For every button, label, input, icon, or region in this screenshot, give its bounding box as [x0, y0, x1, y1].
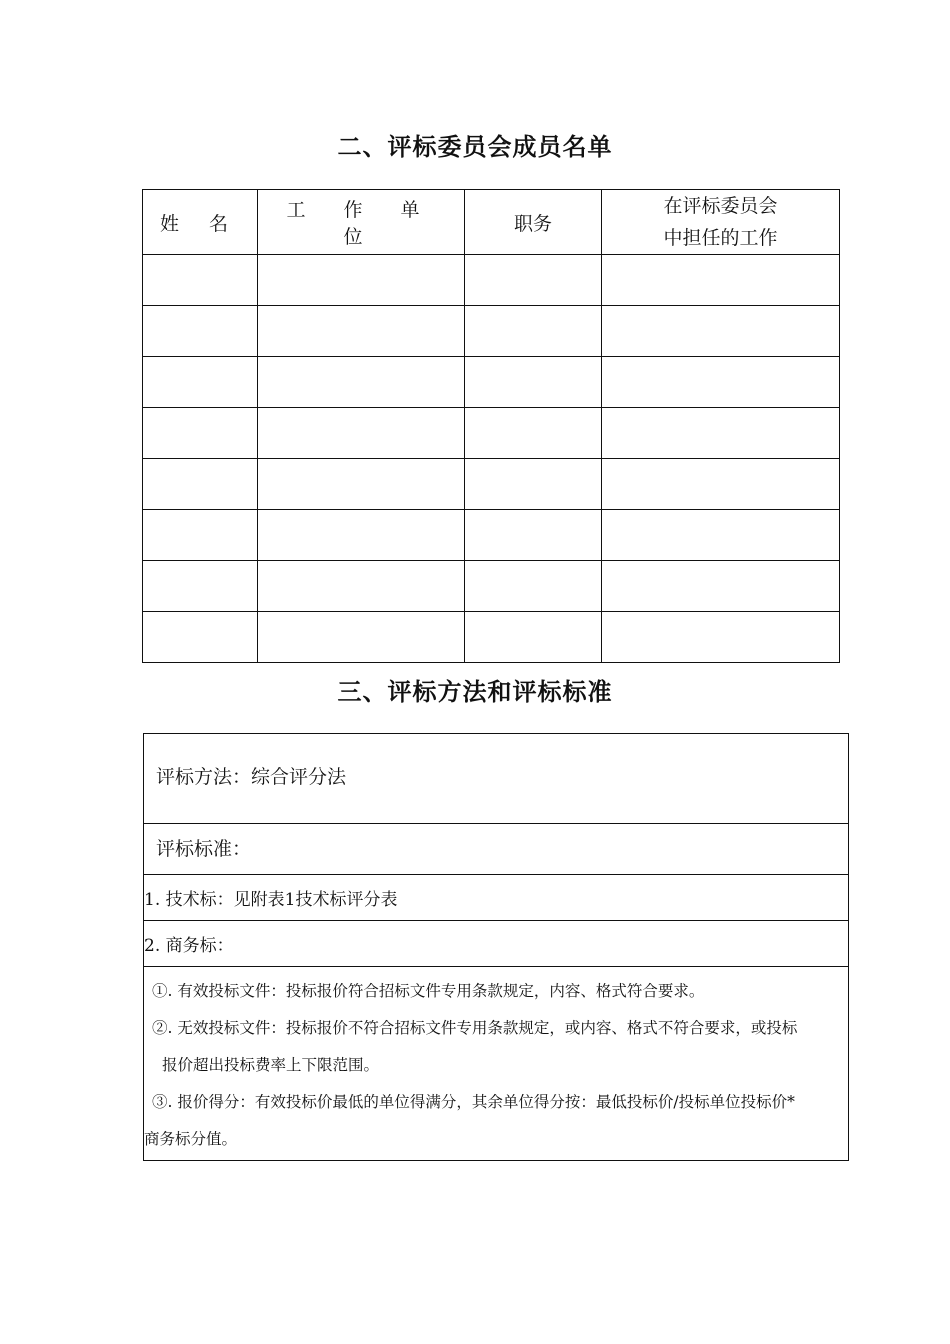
commercial-criteria: 2. 商务标：: [144, 921, 848, 967]
table-header-row: [143, 190, 840, 255]
table-row: [143, 408, 840, 459]
invalid-bid-rule-cont: 报价超出投标费率上下限范围。: [162, 1056, 380, 1074]
table-row: [143, 255, 840, 306]
valid-bid-rule: ①. 有效投标文件：投标报价符合招标文件专用条款规定，内容、格式符合要求。: [152, 982, 705, 1000]
criteria-label: 评标标准：: [144, 824, 848, 875]
commercial-details: [144, 967, 848, 1158]
evaluation-method-box: [143, 733, 849, 1161]
header-name: 姓 名: [143, 190, 258, 255]
section2-title: 二、评标委员会成员名单: [337, 132, 613, 161]
header-position: 职务: [465, 190, 602, 255]
invalid-bid-rule: ②. 无效投标文件：投标报价不符合招标文件专用条款规定，或内容、格式不符合要求，或投标: [152, 1019, 798, 1037]
evaluation-method: 评标方法：综合评分法: [144, 734, 848, 824]
table-row: [143, 306, 840, 357]
table-row: [143, 459, 840, 510]
price-score-rule: ③. 报价得分：有效投标价最低的单位得满分，其余单位得分按：最低投标价/投标单位投标价*: [152, 1093, 795, 1111]
committee-members-table: [142, 189, 840, 663]
section3-title: 三、评标方法和评标标准: [337, 677, 613, 706]
header-work-unit: 工 作 单 位: [258, 190, 465, 255]
technical-criteria: 1. 技术标：见附表1技术标评分表: [144, 875, 848, 921]
table-row: [143, 561, 840, 612]
table-row: [143, 510, 840, 561]
price-score-rule-cont: 商务标分值。: [144, 1130, 238, 1148]
table-row: [143, 612, 840, 663]
header-committee-role: 在评标委员会 中担任的工作: [602, 190, 840, 255]
table-row: [143, 357, 840, 408]
